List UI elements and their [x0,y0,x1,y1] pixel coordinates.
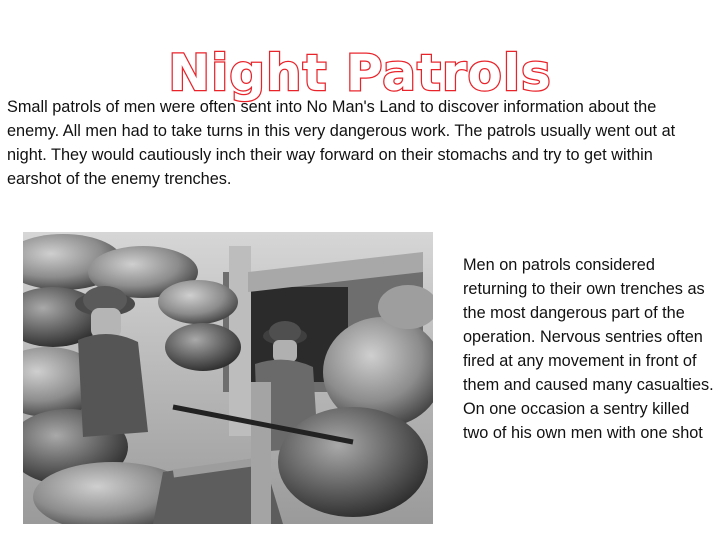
side-paragraph: Men on patrols considered returning to their own trenches as the most dangerous part of the operation. Nervous sentries often fired at any movement in front of them and caused many casualties. On one occasion a sentry killed two of his own men with one shot [463,256,714,442]
trench-photograph [23,232,433,524]
slide-title: Night Patrols [168,43,552,102]
trench-photo-illustration [23,232,433,524]
intro-paragraph: Small patrols of men were often sent into No Man's Land to discover information about the enemy. All men had to take turns in this very dangerous work. The patrols usually went out at night. They would cautiously inch their way forward on their stomachs and try to get within earshot of the enemy trenches. [7,98,676,188]
